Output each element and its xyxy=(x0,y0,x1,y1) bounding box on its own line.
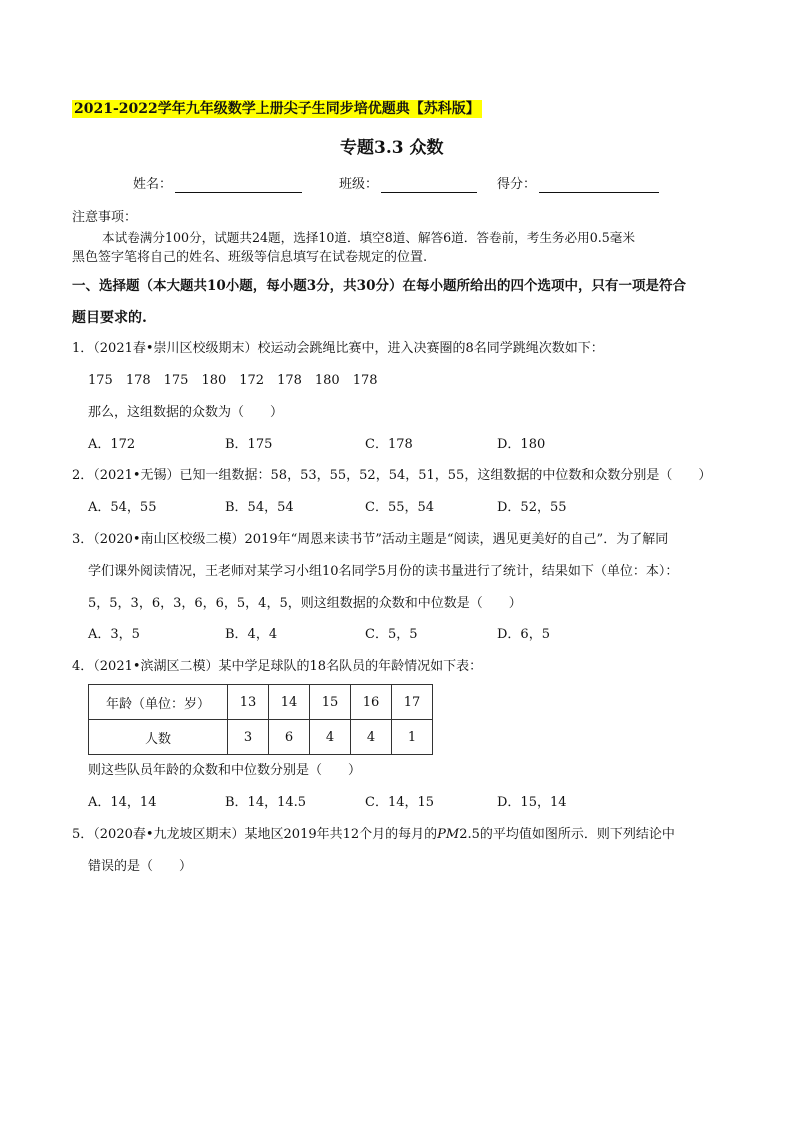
q4-ask: 则这些队员年龄的众数和中位数分别是（ ） xyxy=(88,763,362,778)
q5-text-b: 2.5的平均值如图所示．则下列结论中 xyxy=(459,827,675,842)
count-header-cell: 人数 xyxy=(89,720,228,755)
q3-line-2: 学们课外阅读情况，王老师对某学习小组10名同学5月份的读书量进行了统计，结果如下（单位：本）： xyxy=(88,564,679,579)
q1-ask: 那么，这组数据的众数为（ ） xyxy=(88,405,284,420)
notice-heading: 注意事项： xyxy=(72,210,138,225)
q5-line-2: 错误的是（ ） xyxy=(88,859,193,874)
q2-option-a[interactable]: A．54，55 xyxy=(88,500,157,515)
q5-line-1 xyxy=(72,826,675,844)
q1-stem: 1．（2021春•崇川区校级期末）校运动会跳绳比赛中，进入决赛圈的8名同学跳绳次数如下： xyxy=(72,341,604,356)
q3-line-1: 3．（2020•南山区校级二模）2019年“周恩来读书节”活动主题是“阅读，遇见更美好的自己”．为了解同 xyxy=(72,532,669,547)
q3-line-3: 5，5，3，6，3，6，6，5，4，5，则这组数据的众数和中位数是（ ） xyxy=(88,596,522,611)
q1-data: 175 178 175 180 172 178 180 178 xyxy=(88,373,378,388)
name-label: 姓名： xyxy=(133,177,173,192)
q4-option-c[interactable]: C．14，15 xyxy=(365,795,435,810)
count-cell: 4 xyxy=(351,720,392,755)
score-blank xyxy=(539,191,659,193)
count-cell: 6 xyxy=(269,720,310,755)
class-blank xyxy=(381,191,477,193)
q1-option-a[interactable]: A．172 xyxy=(88,437,136,452)
q3-option-c[interactable]: C．5，5 xyxy=(365,627,418,642)
q3-option-d[interactable]: D．6，5 xyxy=(497,627,550,642)
name-blank xyxy=(175,191,302,193)
section-heading-line-1: 一、选择题（本大题共10小题，每小题3分，共30分）在每小题所给出的四个选项中，只有一项是符合 xyxy=(72,278,686,294)
q2-option-b[interactable]: B．54，54 xyxy=(225,500,294,515)
q3-option-a[interactable]: A．3，5 xyxy=(88,627,140,642)
notice-line-1: 本试卷满分100分，试题共24题，选择10道．填空8道、解答6道．答卷前，考生务必用0.5毫米 xyxy=(102,230,635,245)
age-cell: 15 xyxy=(310,685,351,720)
section-heading-line-2: 题目要求的. xyxy=(72,310,147,326)
count-cell: 3 xyxy=(228,720,269,755)
page-title: 专题3.3 众数 xyxy=(340,138,444,158)
q1-option-b[interactable]: B．175 xyxy=(225,437,273,452)
q5-pm-italic: PM xyxy=(437,827,460,842)
q4-stem: 4．（2021•滨湖区二模）某中学足球队的18名队员的年龄情况如下表： xyxy=(72,659,483,674)
q4-option-b[interactable]: B．14，14.5 xyxy=(225,795,307,810)
age-table xyxy=(88,684,433,755)
count-row xyxy=(89,720,433,755)
q1-option-d[interactable]: D．180 xyxy=(497,437,546,452)
q3-option-b[interactable]: B．4，4 xyxy=(225,627,278,642)
class-label: 班级： xyxy=(339,177,379,192)
count-cell: 1 xyxy=(392,720,433,755)
age-cell: 13 xyxy=(228,685,269,720)
age-row xyxy=(89,685,433,720)
q1-option-c[interactable]: C．178 xyxy=(365,437,413,452)
q4-option-d[interactable]: D．15，14 xyxy=(497,795,567,810)
header-banner: 2021-2022学年九年级数学上册尖子生同步培优题典【苏科版】 xyxy=(74,101,480,117)
q2-stem: 2．（2021•无锡）已知一组数据：58，53，55，52，54，51，55，这组数据的中位数和众数分别是（ ） xyxy=(72,468,712,483)
age-cell: 16 xyxy=(351,685,392,720)
q2-option-d[interactable]: D．52，55 xyxy=(497,500,567,515)
q4-option-a[interactable]: A．14，14 xyxy=(88,795,157,810)
age-cell: 14 xyxy=(269,685,310,720)
age-cell: 17 xyxy=(392,685,433,720)
notice-line-2: 黑色签字笔将自己的姓名、班级等信息填写在试卷规定的位置. xyxy=(72,250,428,265)
score-label: 得分： xyxy=(497,177,537,192)
q5-text-a: 5．（2020春•九龙坡区期末）某地区2019年共12个月的每月的 xyxy=(72,827,438,842)
count-cell: 4 xyxy=(310,720,351,755)
q2-option-c[interactable]: C．55，54 xyxy=(365,500,435,515)
age-header-cell: 年龄（单位：岁） xyxy=(89,685,228,720)
